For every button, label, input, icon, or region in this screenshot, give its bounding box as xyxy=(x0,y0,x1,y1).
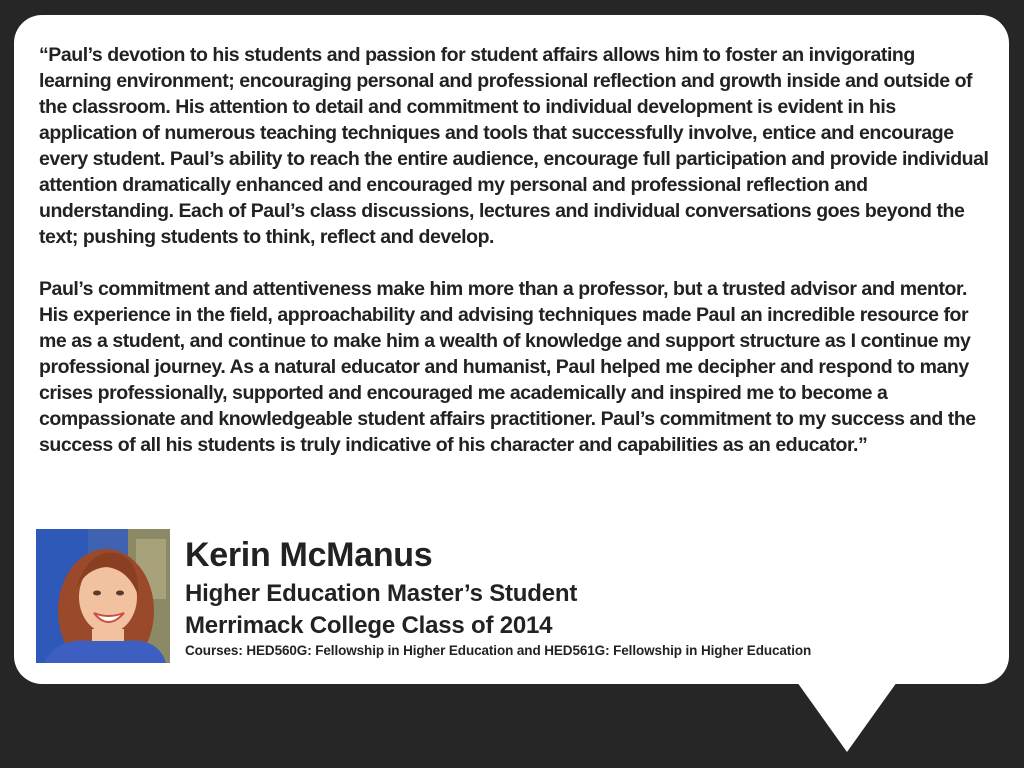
author-college: Merrimack College Class of 2014 xyxy=(185,612,553,639)
author-name: Kerin McManus xyxy=(185,536,433,574)
author-courses: Courses: HED560G: Fellowship in Higher Education and HED561G: Fellowship in Higher Education xyxy=(185,643,812,658)
author-role: Higher Education Master’s Student xyxy=(185,580,578,607)
testimonial-quote xyxy=(39,42,989,484)
testimonial-paragraph-1: “Paul’s devotion to his students and passion for student affairs allows him to foster an invigorating learning environment; encouraging personal and professional reflection and growth inside and outside of the classroom. His attention to detail and commitment to individual development is evident in his application of numerous teaching techniques and tools that successfully involve, entice and encourage every student. Paul’s ability to reach the entire audience, encourage full participation and provide individual attention dramatically enhanced and encouraged my personal and professional reflection and understanding. Each of Paul’s class discussions, lectures and individual conversations goes beyond the text; pushing students to think, reflect and develop. xyxy=(39,44,989,248)
author-photo xyxy=(36,529,170,663)
speech-bubble-tail xyxy=(797,682,897,752)
testimonial-paragraph-2: Paul’s commitment and attentiveness make him more than a professor, but a trusted advisor and mentor. His experience in the field, approachability and advising techniques made Paul an incredible resource for me as a student, and continue to make him a wealth of knowledge and support structure as I continue my professional journey. As a natural educator and humanist, Paul helped me decipher and respond to many crises professionally, supported and encouraged me academically and inspired me to become a compassionate and knowledgeable student affairs practitioner. Paul’s commitment to my success and the success of all his students is truly indicative of his character and capabilities as an educator.” xyxy=(39,278,976,456)
